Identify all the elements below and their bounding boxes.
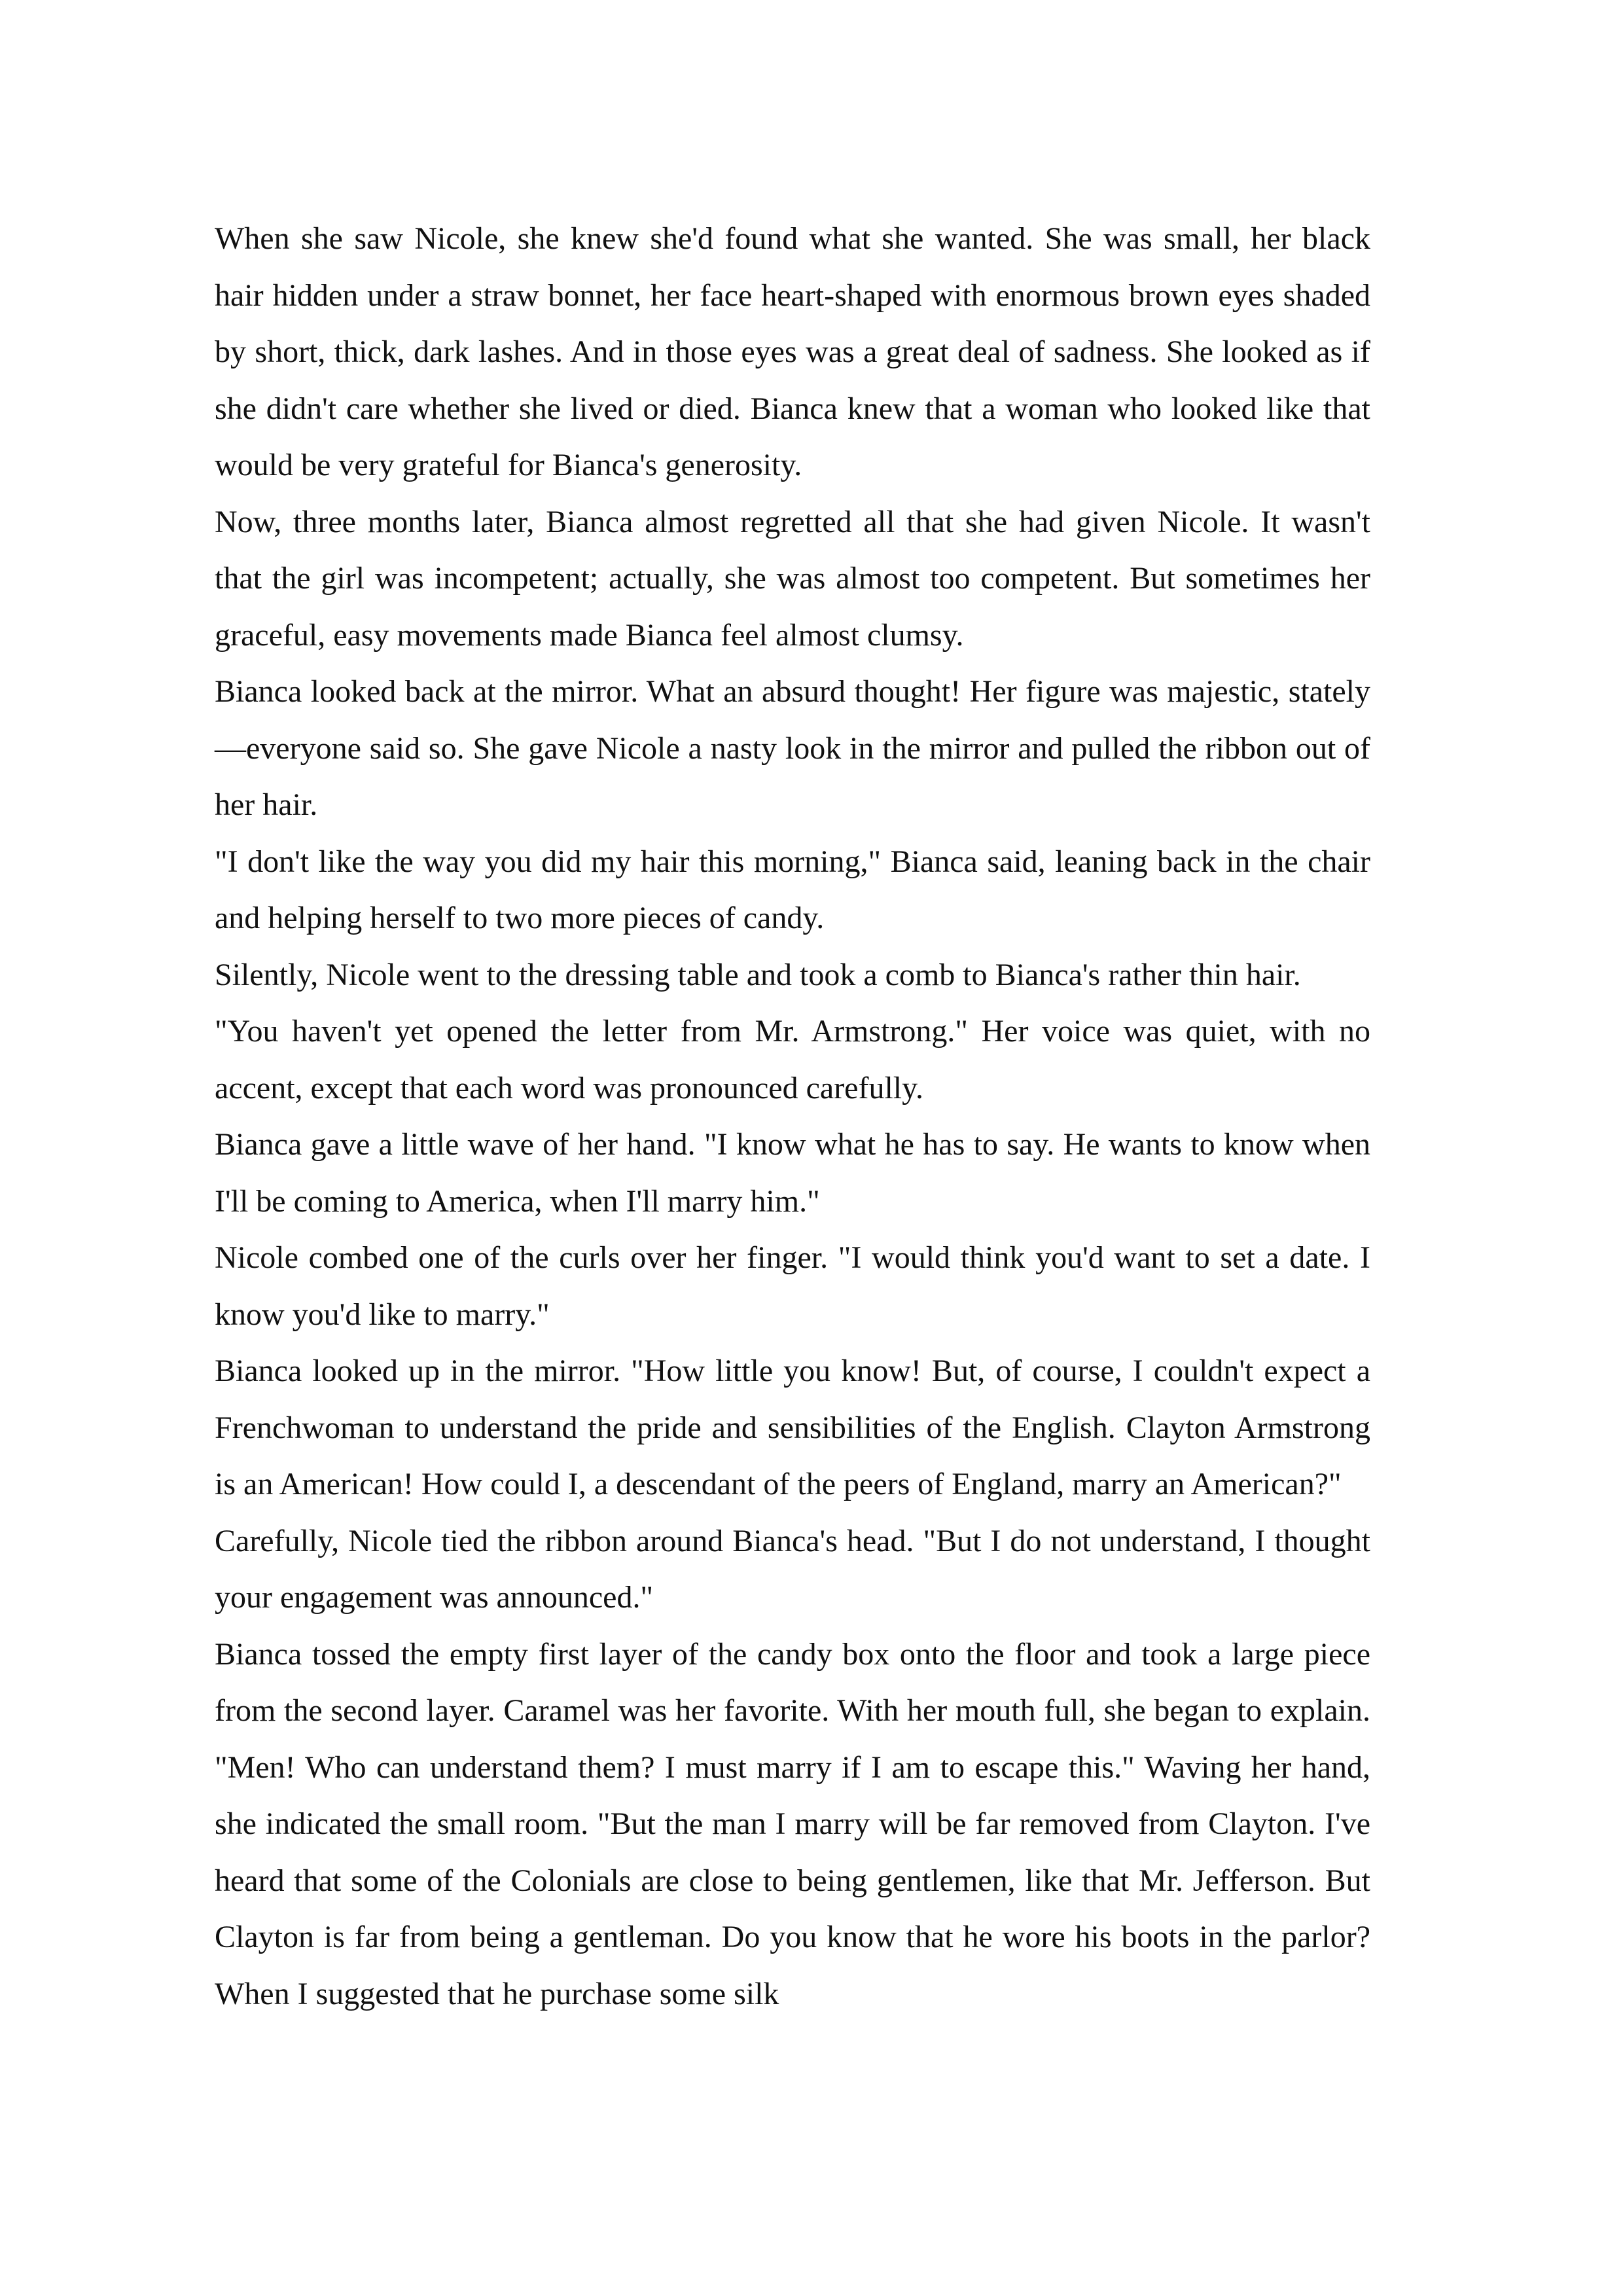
paragraph-2: Now, three months later, Bianca almost regretted all that she had given Nicole. It wasn't that the girl was incompetent; actually, she was almost too competent. But sometimes her graceful, easy movements made Bianca feel almost clumsy. xyxy=(215,504,1370,653)
paragraph-7: Bianca gave a little wave of her hand. "I know what he has to say. He wants to know when I'll be coming to America, when I'll marry him." xyxy=(215,1127,1370,1219)
paragraph-8: Nicole combed one of the curls over her finger. "I would think you'd want to set a date. I know you'd like to marry." xyxy=(215,1240,1370,1332)
paragraph-9: Bianca looked up in the mirror. "How little you know! But, of course, I couldn't expect a Frenchwoman to understand the pride and sensibilities of the English. Clayton Armstrong is an American! How could I, a descendant of the peers of England, marry an American?" xyxy=(215,1354,1370,1501)
document-body xyxy=(215,211,1370,2022)
paragraph-4: "I don't like the way you did my hair this morning," Bianca said, leaning back in the chair and helping herself to two more pieces of candy. xyxy=(215,844,1370,935)
paragraph-6: "You haven't yet opened the letter from Mr. Armstrong." Her voice was quiet, with no accent, except that each word was pronounced carefully. xyxy=(215,1014,1370,1105)
paragraph-5: Silently, Nicole went to the dressing table and took a comb to Bianca's rather thin hair. xyxy=(215,957,1301,992)
paragraph-3: Bianca looked back at the mirror. What an absurd thought! Her figure was majestic, stately—everyone said so. She gave Nicole a nasty look in the mirror and pulled the ribbon out of her hair. xyxy=(215,674,1370,822)
paragraph-10: Carefully, Nicole tied the ribbon around Bianca's head. "But I do not understand, I thought your engagement was announced." xyxy=(215,1523,1370,1615)
paragraph-11: Bianca tossed the empty first layer of the candy box onto the floor and took a large piece from the second layer. Caramel was her favorite. With her mouth full, she began to explain. "Men! Who can understand them? I must marry if I am to escape this." Waving her hand, she indicated the small room. "But the man I marry will be far removed from Clayton. I've heard that some of the Colonials are close to being gentlemen, like that Mr. Jefferson. But Clayton is far from being a gentleman. Do you know that he wore his boots in the parlor? When I suggested that he purchase some silk xyxy=(215,1636,1370,2011)
paragraph-1: When she saw Nicole, she knew she'd found what she wanted. She was small, her black hair hidden under a straw bonnet, her face heart-shaped with enormous brown eyes shaded by short, thick, dark lashes. And in those eyes was a great deal of sadness. She looked as if she didn't care whether she lived or died. Bianca knew that a woman who looked like that would be very grateful for Bianca's generosity. xyxy=(215,221,1370,482)
